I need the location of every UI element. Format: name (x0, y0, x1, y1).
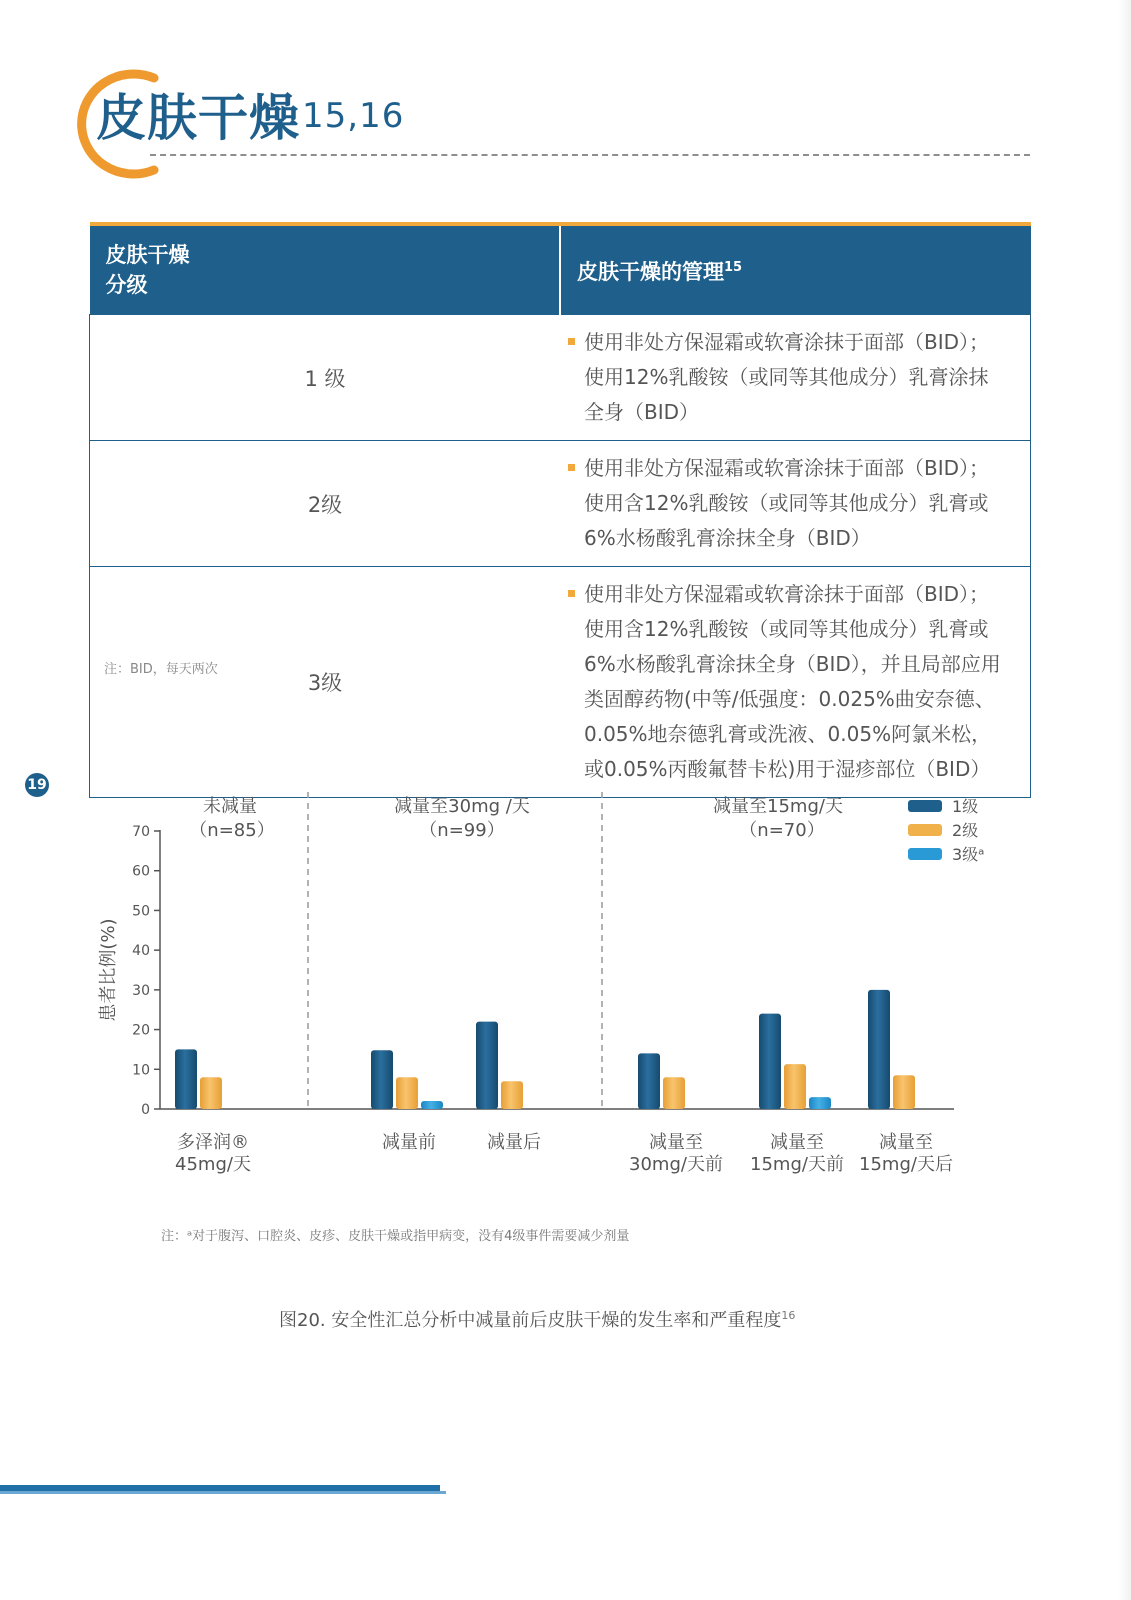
bar-2 (784, 1064, 806, 1109)
x-tick-label: 减量至 (879, 1132, 933, 1153)
table-header-management (560, 226, 1031, 315)
group-title: 减量至30mg /天 (394, 796, 530, 817)
page-title-refs: 15,16 (302, 96, 405, 136)
bar-1 (175, 1049, 197, 1109)
y-tick-label: 40 (132, 943, 150, 960)
bar-1 (759, 1014, 781, 1109)
figure-caption-ref: 16 (781, 1309, 796, 1322)
page-title (96, 88, 404, 148)
table-row-description (560, 441, 1031, 567)
bar-3 (421, 1101, 443, 1109)
x-tick-label-line2: 15mg/天后 (859, 1154, 953, 1175)
page-title-text: 皮肤干燥 (96, 89, 300, 147)
page-edge-shadow (1119, 0, 1131, 1600)
x-tick-label: 减量前 (382, 1132, 436, 1153)
y-tick-label: 30 (132, 982, 150, 999)
legend-swatch-grade2 (908, 824, 942, 836)
x-tick-label-line2: 30mg/天前 (629, 1154, 723, 1175)
x-tick-label: 减量后 (487, 1132, 541, 1153)
group-n: （n=99） (419, 820, 505, 841)
group-n: （n=85） (189, 820, 275, 841)
legend-label-grade1: 1级 (952, 797, 979, 816)
table-header-management-label: 皮肤干燥的管理 (577, 260, 724, 284)
chart-bars (175, 990, 915, 1109)
dry-skin-incidence-chart (0, 760, 1060, 1200)
footer-bar-accent (0, 1491, 446, 1494)
legend-swatch-grade1 (908, 800, 942, 812)
bar-2 (396, 1077, 418, 1109)
dry-skin-management-table (89, 222, 1031, 798)
legend (908, 797, 984, 864)
legend-label-grade2: 2级 (952, 821, 979, 840)
table-row (90, 441, 1031, 567)
x-tick-label: 减量至 (649, 1132, 703, 1153)
table-row-grade: 1 级 (90, 315, 561, 441)
table-note: 注：BID，每天两次 (104, 662, 218, 677)
x-tick-label: 减量至 (770, 1132, 824, 1153)
legend-label-grade3: 3级ᵃ (952, 845, 985, 864)
bullet-icon (568, 338, 575, 345)
bar-1 (476, 1022, 498, 1109)
page-number-badge: 19 (25, 773, 49, 797)
table-header-grade (90, 226, 561, 315)
group-title: 未减量 (203, 796, 257, 817)
table-row (90, 315, 1031, 441)
table-header-row (90, 226, 1031, 315)
group-n: （n=70） (739, 820, 825, 841)
bar-1 (371, 1050, 393, 1109)
y-tick-label: 50 (132, 903, 150, 920)
bullet-icon (568, 590, 575, 597)
table-header-management-ref: 15 (724, 260, 743, 275)
table-row-description-text: 使用非处方保湿霜或软膏涂抹于面部（BID）；使用12%乳酸铵（或同等其他成分）乳膏涂抹全身（BID） (584, 330, 990, 424)
title-divider (150, 154, 1030, 156)
bar-2 (893, 1075, 915, 1109)
bar-3 (809, 1097, 831, 1109)
chart-note: 注：ᵃ对于腹泻、口腔炎、皮疹、皮肤干燥或指甲病变，没有4级事件需要减少剂量 (161, 1229, 630, 1244)
y-tick-label: 60 (132, 863, 150, 880)
table-row-grade: 2级 (90, 441, 561, 567)
figure-caption-text: 图20. 安全性汇总分析中减量前后皮肤干燥的发生率和严重程度 (279, 1310, 782, 1331)
table-row-description (560, 315, 1031, 441)
table-row-description-text: 使用非处方保湿霜或软膏涂抹于面部（BID）；使用含12%乳酸铵（或同等其他成分）乳膏或6%水杨酸乳膏涂抹全身（BID），并且局部应用类固醇药物(中等/低强度：0.025%曲安奈德、0.05%地奈德乳膏或洗液、0.05%阿氯米松，或0.05%丙酸氟替卡松)用于湿疹部位（BID） (584, 582, 1001, 781)
x-axis-labels (175, 1132, 953, 1175)
table-row-grade: 3级 (90, 567, 561, 798)
legend-swatch-grade3 (908, 848, 942, 860)
y-axis-label: 患者比例(%) (98, 918, 119, 1022)
table-header-grade-label: 皮肤干燥 分级 (105, 243, 190, 297)
x-tick-label: 多泽润® (177, 1132, 249, 1153)
y-axis-ticks (132, 824, 160, 1118)
y-tick-label: 70 (132, 824, 150, 840)
bar-2 (663, 1077, 685, 1109)
figure-caption (279, 1306, 795, 1332)
table-row-description-text: 使用非处方保湿霜或软膏涂抹于面部（BID）；使用含12%乳酸铵（或同等其他成分）乳膏或6%水杨酸乳膏涂抹全身（BID） (584, 456, 990, 550)
x-tick-label-line2: 15mg/天前 (750, 1154, 844, 1175)
bar-1 (868, 990, 890, 1109)
group-title: 减量至15mg/天 (713, 796, 843, 817)
x-tick-label-line2: 45mg/天 (175, 1154, 251, 1175)
bar-2 (200, 1077, 222, 1109)
y-tick-label: 20 (132, 1022, 150, 1039)
y-tick-label: 0 (141, 1102, 150, 1118)
bar-1 (638, 1053, 660, 1109)
bullet-icon (568, 464, 575, 471)
bar-2 (501, 1081, 523, 1109)
y-tick-label: 10 (132, 1062, 150, 1079)
